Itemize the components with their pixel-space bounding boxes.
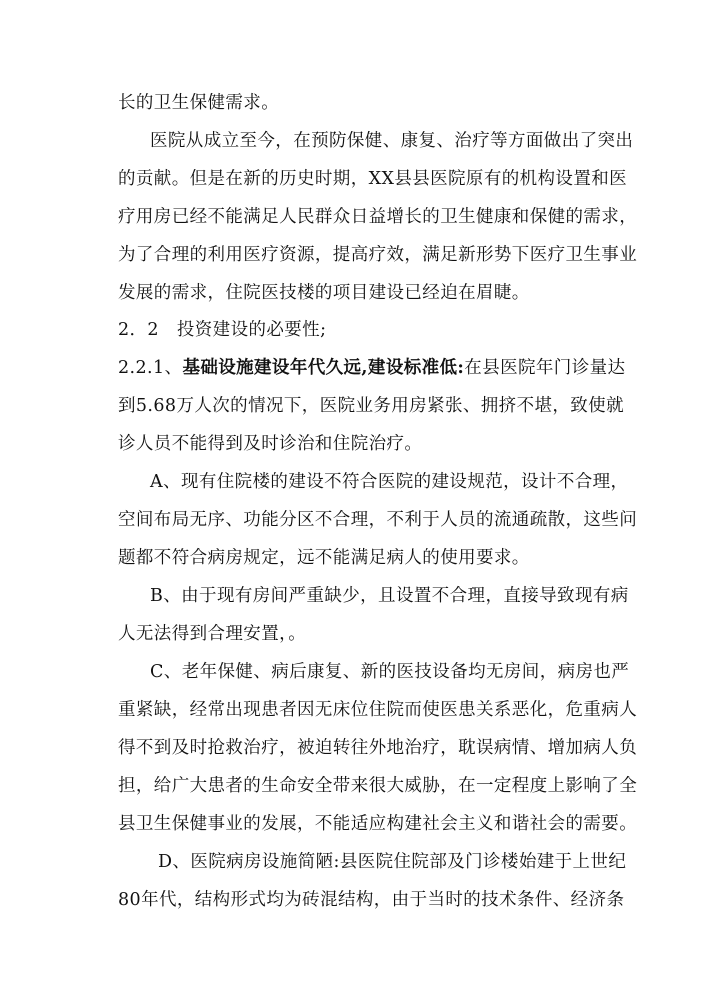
paragraph-line: 疗用房已经不能满足人民群众日益增长的卫生健康和保健的需求， (118, 207, 638, 227)
paragraph-line: A、现有住院楼的建设不符合医院的建设规范，设计不合理， (150, 472, 629, 492)
paragraph-line: 80年代，结构形式均为砖混结构，由于当时的技术条件、经济条 (118, 890, 625, 910)
paragraph-line: 担，给广大患者的生命安全带来很大威胁，在一定程度上影响了全 (118, 776, 638, 796)
paragraph-line: 的贡献。但是在新的历史时期，XX县县医院原有的机构设置和医 (118, 169, 628, 189)
paragraph-line: 空间布局无序、功能分区不合理，不利于人员的流通疏散，这些问 (118, 510, 638, 530)
paragraph-line: 诊人员不能得到及时诊治和住院治疗。 (118, 434, 423, 454)
paragraph-line: 发展的需求，住院医技楼的项目建设已经迫在眉睫。 (118, 283, 530, 303)
paragraph-line: 医院从成立至今，在预防保健、康复、治疗等方面做出了突出 (150, 131, 634, 151)
section-number: 2.2.1、 (118, 358, 183, 378)
paragraph-line: D、医院病房设施简陋:县医院住院部及门诊楼始建于上世纪 (158, 852, 627, 872)
paragraph-line: 到5.68万人次的情况下，医院业务用房紧张、拥挤不堪，致使就 (118, 396, 624, 416)
section-bold-heading: 基础设施建设年代久远,建设标准低: (182, 358, 465, 378)
paragraph-line: 县卫生保健事业的发展，不能适应构建社会主义和谐社会的需要。 (118, 814, 638, 834)
paragraph-line: C、老年保健、病后康复、新的医技设备均无房间，病房也严 (150, 662, 630, 682)
paragraph-line: 长的卫生保健需求。 (118, 93, 280, 113)
paragraph-line: 人无法得到合理安置，。 (118, 624, 307, 644)
paragraph-line: 重紧缺，经常出现患者因无床位住院而使医患关系恶化，危重病人 (118, 700, 638, 720)
paragraph-line: 题都不符合病房规定，远不能满足病人的使用要求。 (118, 548, 530, 568)
paragraph-line: 为了合理的利用医疗资源，提高疗效，满足新形势下医疗卫生事业 (118, 245, 638, 265)
paragraph-line: 得不到及时抢救治疗，被迫转往外地治疗，耽误病情、增加病人负 (118, 738, 638, 758)
section-221-line (118, 356, 625, 380)
section-heading: 2．2 投资建设的必要性; (118, 320, 327, 340)
paragraph-line: B、由于现有房间严重缺少，且设置不合理，直接导致现有病 (150, 586, 629, 606)
section-text: 在县医院年门诊量达 (464, 358, 626, 378)
